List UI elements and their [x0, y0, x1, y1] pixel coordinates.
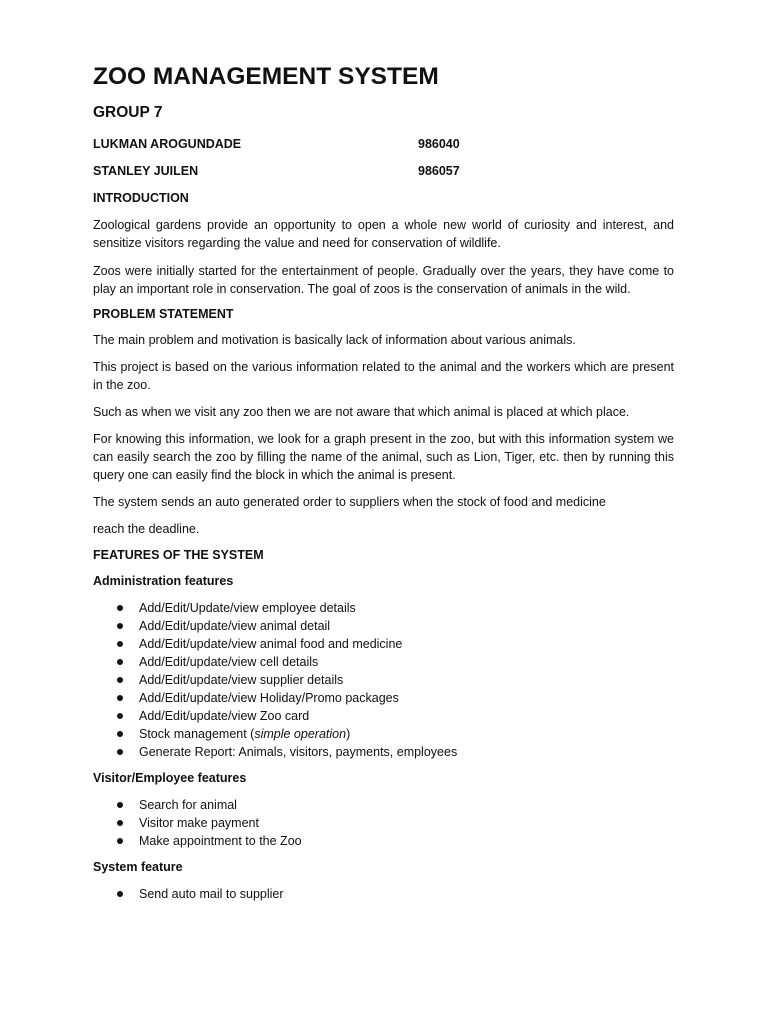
- list-item: [93, 671, 674, 689]
- list-item-text: Stock management (: [139, 727, 255, 741]
- system-features-heading: System feature: [93, 860, 183, 874]
- bullet-icon: [117, 641, 123, 647]
- bullet-icon: [117, 605, 123, 611]
- list-item-text: Send auto mail to supplier: [139, 887, 284, 901]
- introduction-heading: INTRODUCTION: [93, 191, 189, 205]
- list-item-text: Add/Edit/update/view Zoo card: [139, 709, 310, 723]
- bullet-icon: [117, 677, 123, 683]
- system-features-list: [93, 885, 674, 903]
- features-heading: FEATURES OF THE SYSTEM: [93, 548, 264, 562]
- list-item-text: Add/Edit/update/view animal detail: [139, 619, 331, 633]
- bullet-icon: [117, 820, 123, 826]
- list-item: [93, 599, 674, 617]
- member-id: 986040: [418, 137, 460, 151]
- problem-paragraph: This project is based on the various information related to the animal and the workers which are present in the zoo.: [93, 360, 674, 392]
- bullet-icon: [117, 713, 123, 719]
- list-item: [93, 814, 674, 832]
- admin-features-list: [93, 599, 674, 761]
- member-row: [93, 163, 674, 179]
- problem-paragraph: The main problem and motivation is basically lack of information about various animals.: [93, 333, 576, 347]
- member-id: 986057: [418, 164, 460, 178]
- list-item-text: Add/Edit/update/view supplier details: [139, 673, 344, 687]
- problem-paragraph: For knowing this information, we look for a graph present in the zoo, but with this information system we can easily search the zoo by filling the name of the animal, such as Lion, Tiger, etc. then by running this query one can easily find the block in which the animal is present.: [93, 432, 674, 482]
- list-item: [93, 743, 674, 761]
- list-item-text: Generate Report: Animals, visitors, payments, employees: [139, 745, 458, 759]
- group-label: GROUP 7: [93, 104, 163, 121]
- list-item-italic: simple operation: [254, 727, 347, 741]
- list-item-text: ): [346, 727, 351, 741]
- problem-paragraph: reach the deadline.: [93, 522, 200, 536]
- bullet-icon: [117, 838, 123, 844]
- list-item-text: Search for animal: [139, 798, 237, 812]
- bullet-icon: [117, 802, 123, 808]
- list-item-text: Add/Edit/Update/view employee details: [139, 601, 356, 615]
- bullet-icon: [117, 623, 123, 629]
- list-item: [93, 796, 674, 814]
- list-item: [93, 832, 674, 850]
- bullet-icon: [117, 659, 123, 665]
- list-item-text: Make appointment to the Zoo: [139, 834, 302, 848]
- bullet-icon: [117, 695, 123, 701]
- list-item-text: Add/Edit/update/view animal food and medicine: [139, 637, 403, 651]
- list-item: [93, 635, 674, 653]
- problem-paragraph: The system sends an auto generated order to suppliers when the stock of food and medicine: [93, 495, 606, 509]
- admin-features-heading: Administration features: [93, 574, 234, 588]
- problem-paragraph: Such as when we visit any zoo then we are not aware that which animal is placed at which place.: [93, 405, 630, 419]
- list-item-text: Add/Edit/update/view Holiday/Promo packages: [139, 691, 399, 705]
- bullet-icon: [117, 731, 123, 737]
- document-content: [93, 62, 674, 903]
- list-item: [93, 689, 674, 707]
- visitor-features-list: [93, 796, 674, 850]
- list-item: [93, 885, 674, 903]
- member-name: LUKMAN AROGUNDADE: [93, 137, 242, 151]
- list-item: [93, 653, 674, 671]
- list-item: [93, 707, 674, 725]
- list-item: [93, 617, 674, 635]
- member-name: STANLEY JUILEN: [93, 164, 199, 178]
- member-row: [93, 136, 674, 152]
- introduction-paragraph: Zoos were initially started for the entertainment of people. Gradually over the years, they have come to play an important role in conservation. The goal of zoos is the conservation of animals in the wild.: [93, 264, 674, 296]
- document-title: ZOO MANAGEMENT SYSTEM: [93, 63, 439, 90]
- problem-heading: PROBLEM STATEMENT: [93, 307, 234, 321]
- introduction-paragraph: Zoological gardens provide an opportunity to open a whole new world of curiosity and interest, and sensitize visitors regarding the value and need for conservation of wildlife.: [93, 218, 674, 250]
- visitor-features-heading: Visitor/Employee features: [93, 771, 247, 785]
- list-item-text: Add/Edit/update/view cell details: [139, 655, 319, 669]
- list-item: [93, 725, 674, 743]
- list-item-text: Visitor make payment: [139, 816, 259, 830]
- bullet-icon: [117, 891, 123, 897]
- bullet-icon: [117, 749, 123, 755]
